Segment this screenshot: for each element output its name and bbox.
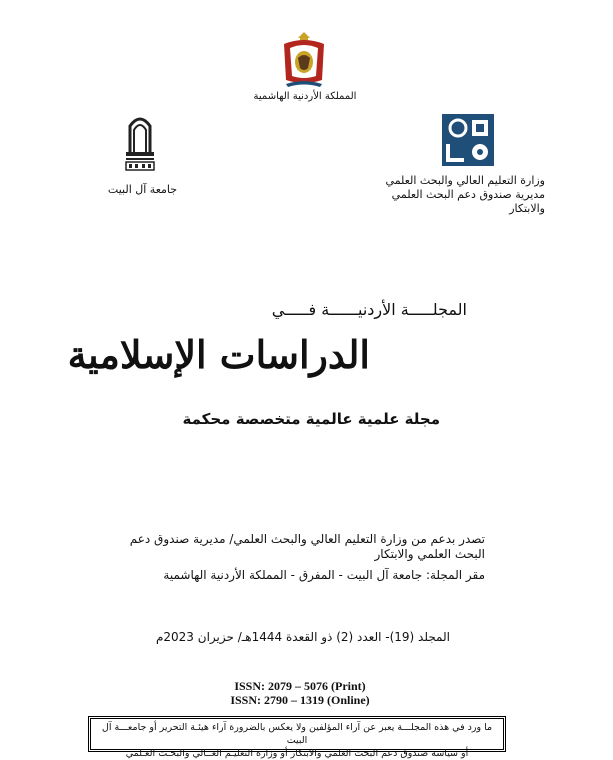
university-name: جامعة آل البيت (107, 183, 178, 196)
journal-title-line1: المجلـــــة الأردنيــــــة فـــــي (271, 300, 467, 319)
ministry-block (365, 174, 545, 216)
kingdom-name: المملكة الأردنية الهاشمية (253, 91, 357, 102)
journal-subtitle: مجلة علمية عالمية متخصصة محكمة (182, 410, 440, 428)
directorate-name-cont: والابتكار (509, 202, 545, 215)
issn-print: ISSN: 2079 – 5076 (Print) (234, 679, 366, 693)
journal-title: الدراسات الإسلامية (67, 332, 370, 377)
support-line-1: تصدر بدعم من وزارة التعليم العالي والبحث العلمي/ مديرية صندوق دعم (129, 532, 485, 546)
journal-headquarters: مقر المجلة: جامعة آل البيت - المفرق - المملكة الأردنية الهاشمية (163, 568, 485, 582)
ministry-name: وزارة التعليم العالي والبحث العلمي (385, 174, 545, 187)
disclaimer-line-1: ما ورد في هذه المجلـــة يعبر عن آراء المؤلفين ولا يعكس بالضرورة آراء هيئـة التحرير أو جامعـــة آل البيت (101, 722, 493, 746)
university-logo-icon (122, 112, 158, 174)
disclaimer-line-2: أو سياسة صندوق دعم البحث العلمي والابتكار أو وزارة التعليـم العــالي والبحـث العـلمي (125, 748, 469, 759)
jordan-crest-icon (280, 28, 328, 88)
support-line-2: البحث العلمي والابتكار (374, 547, 485, 561)
issn-online: ISSN: 2790 – 1319 (Online) (230, 693, 370, 707)
ministry-logo-icon (442, 114, 494, 166)
disclaimer-box (88, 716, 506, 759)
publisher-support-note (120, 532, 485, 562)
issue-info: المجلد (19)- العدد (2) ذو القعدة 1444هـ/ حزيران 2023م (155, 630, 450, 644)
directorate-name: مديرية صندوق دعم البحث العلمي (391, 188, 545, 201)
